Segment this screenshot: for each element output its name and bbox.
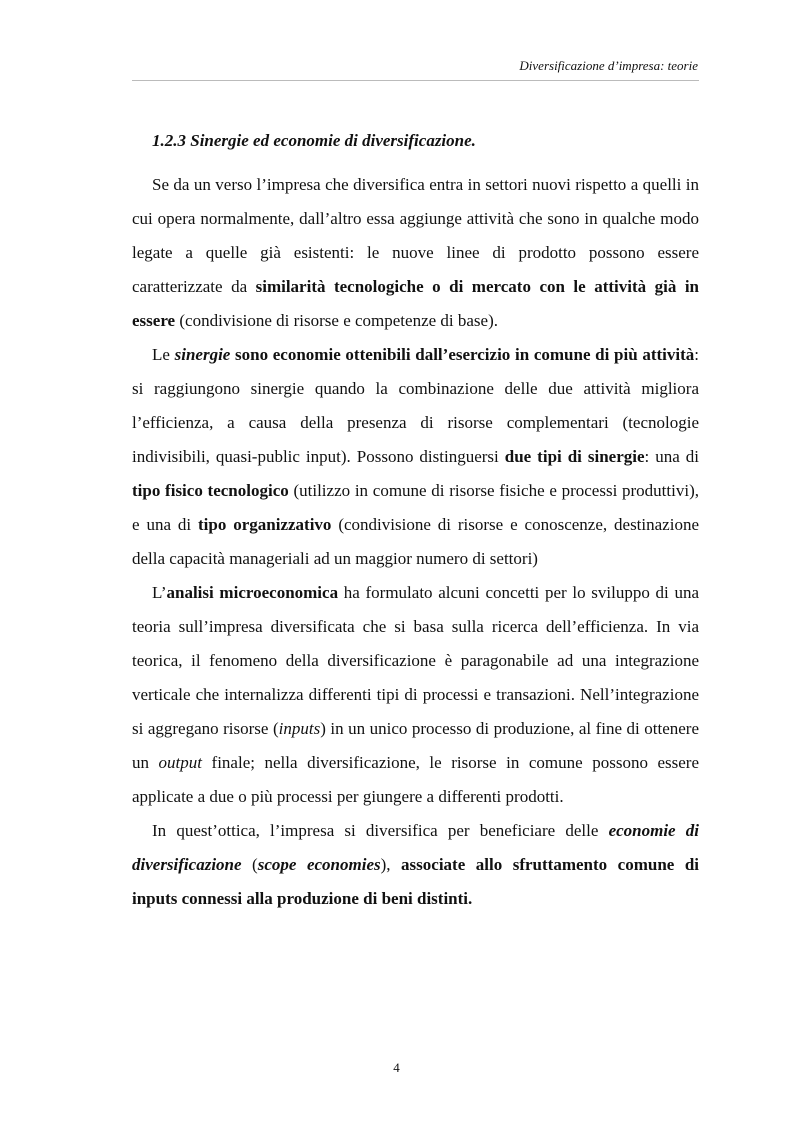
text-run: Se da un verso l’impresa che diversifica entra in settori nuovi rispetto a quelli in cui opera normalmente, dall’altro essa aggiunge attività che sono in qualche modo legate a quelle già esistenti: le nuove linee di prodotto possono essere caratterizzate da	[132, 175, 699, 296]
emphasized-text-run: scope economies	[257, 855, 381, 874]
page-body	[132, 126, 699, 916]
text-run: (condivisione di risorse e conoscenze, destinazione della capacità manageriali ad un maggior numero di settori)	[132, 515, 699, 568]
text-run: (utilizzo in comune di risorse fisiche e processi produttivi), e una di	[132, 481, 699, 534]
emphasized-text-run: output	[158, 753, 202, 772]
text-run: finale; nella diversificazione, le risorse in comune possono essere applicate a due o più processi per giungere a differenti prodotti.	[132, 753, 700, 806]
emphasized-text-run: similarità tecnologiche o di mercato con le attività già in essere	[132, 277, 699, 330]
paragraph-container	[132, 168, 699, 916]
emphasized-text-run: associate allo sfruttamento comune di inputs connessi alla produzione di beni distinti.	[132, 855, 700, 908]
emphasized-text-run: tipo fisico tecnologico	[132, 481, 289, 500]
text-run: ha formulato alcuni concetti per lo sviluppo di una teoria sull’impresa diversificata che si basa sulla ricerca dell’efficienza. In via teorica, il fenomeno della diversificazione è paragonabile ad una integrazione verticale che internalizza differenti tipi di processi e transazioni. Nell’integrazione si aggregano risorse (	[132, 583, 699, 738]
paragraph	[132, 576, 699, 814]
text-run: In quest’ottica, l’impresa si diversifica per beneficiare delle	[152, 821, 609, 840]
emphasized-text-run: sinergie	[174, 345, 231, 364]
text-run: ) in un unico processo di produzione, al fine di ottenere un	[132, 719, 700, 772]
paragraph	[132, 168, 699, 338]
emphasized-text-run: economie di diversificazione	[132, 821, 699, 874]
text-run: : una di	[644, 447, 699, 466]
text-run: L’	[152, 583, 167, 602]
page-number: 4	[393, 1060, 400, 1075]
paragraph	[132, 814, 699, 916]
text-run: (	[241, 855, 258, 874]
header-divider	[132, 80, 699, 81]
text-run: (condivisione di risorse e competenze di base).	[175, 311, 499, 330]
emphasized-text-run: sono economie ottenibili dall’esercizio in comune di più attività	[230, 345, 695, 364]
emphasized-text-run: analisi microeconomica	[166, 583, 339, 602]
text-run: : si raggiungono sinergie quando la combinazione delle due attività migliora l’efficienza, a causa della presenza di risorse complementari (tecnologie indivisibili, quasi-public input). Possono distinguersi	[132, 345, 699, 466]
emphasized-text-run: due tipi di sinergie	[504, 447, 645, 466]
emphasized-text-run: inputs	[278, 719, 321, 738]
running-header: Diversificazione d’impresa: teorie	[519, 58, 698, 73]
section-title: 1.2.3 Sinergie ed economie di diversificazione.	[152, 131, 476, 150]
text-run: Le	[152, 345, 175, 364]
emphasized-text-run: tipo organizzativo	[198, 515, 332, 534]
text-run: ),	[380, 855, 402, 874]
paragraph	[132, 338, 699, 576]
